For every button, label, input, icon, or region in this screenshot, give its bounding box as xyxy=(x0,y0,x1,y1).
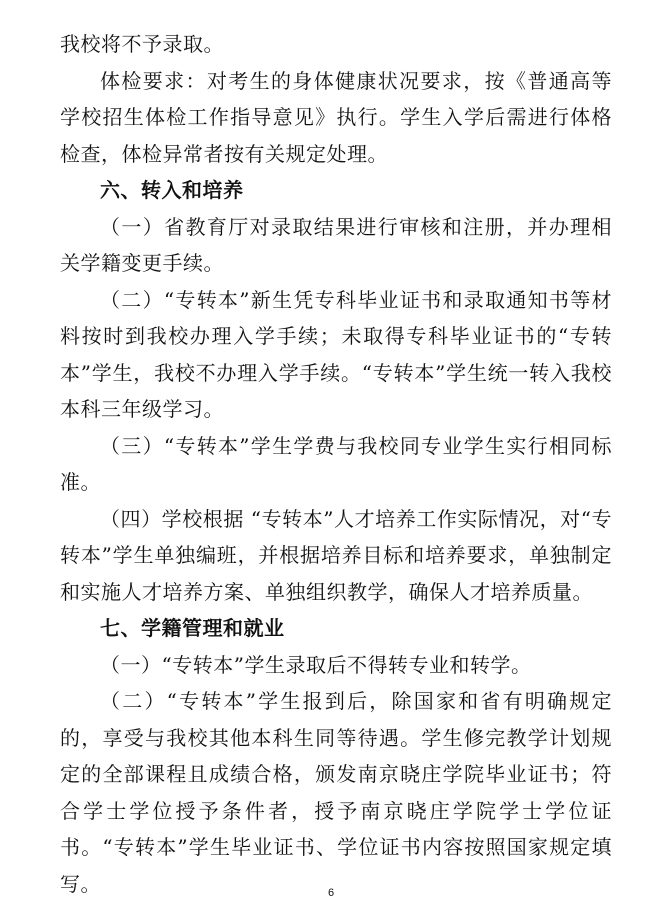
section-heading-transfer-training: 六、转入和培养 xyxy=(100,178,244,202)
page-number: 6 xyxy=(327,887,335,899)
paragraph-transfer-item-2: （二）“专转本”新生凭专科毕业证书和录取通知书等材料按时到我校办理入学手续；未取得专科毕业证书的“专转本”学生，我校不办理入学手续。“专转本”学生统一转入我校本科三年级学习。 xyxy=(60,287,612,421)
paragraph-transfer-item-3: （三）“专转本”学生学费与我校同专业学生实行相同标准。 xyxy=(60,433,612,494)
paragraph-status-item-2: （二）“专转本”学生报到后，除国家和省有明确规定的，享受与我校其他本科生同等待遇。学生修完教学计划规定的全部课程且成绩合格，颁发南京晓庄学院毕业证书；符合学士学位授予条件者，授予南京晓庄学院学士学位证书。“专转本”学生毕业证书、学位证书内容按照国家规定填写。 xyxy=(60,689,612,896)
paragraph-admission-end: 我校将不予录取。 xyxy=(60,32,224,56)
paragraph-physical-exam: 体检要求：对考生的身体健康状况要求，按《普通高等学校招生体检工作指导意见》执行。学生入学后需进行体格检查，体检异常者按有关规定处理。 xyxy=(60,68,612,166)
paragraph-transfer-item-4: （四）学校根据 “专转本”人才培养工作实际情况，对“专转本”学生单独编班，并根据培养目标和培养要求，单独制定和实施人才培养方案、单独组织教学，确保人才培养质量。 xyxy=(60,506,612,604)
paragraph-status-item-1: （一）“专转本”学生录取后不得转专业和转学。 xyxy=(100,652,532,677)
section-heading-status-employment: 七、学籍管理和就业 xyxy=(100,616,285,640)
paragraph-transfer-item-1: （一）省教育厅对录取结果进行审核和注册，并办理相关学籍变更手续。 xyxy=(60,214,612,275)
document-body xyxy=(60,26,612,902)
